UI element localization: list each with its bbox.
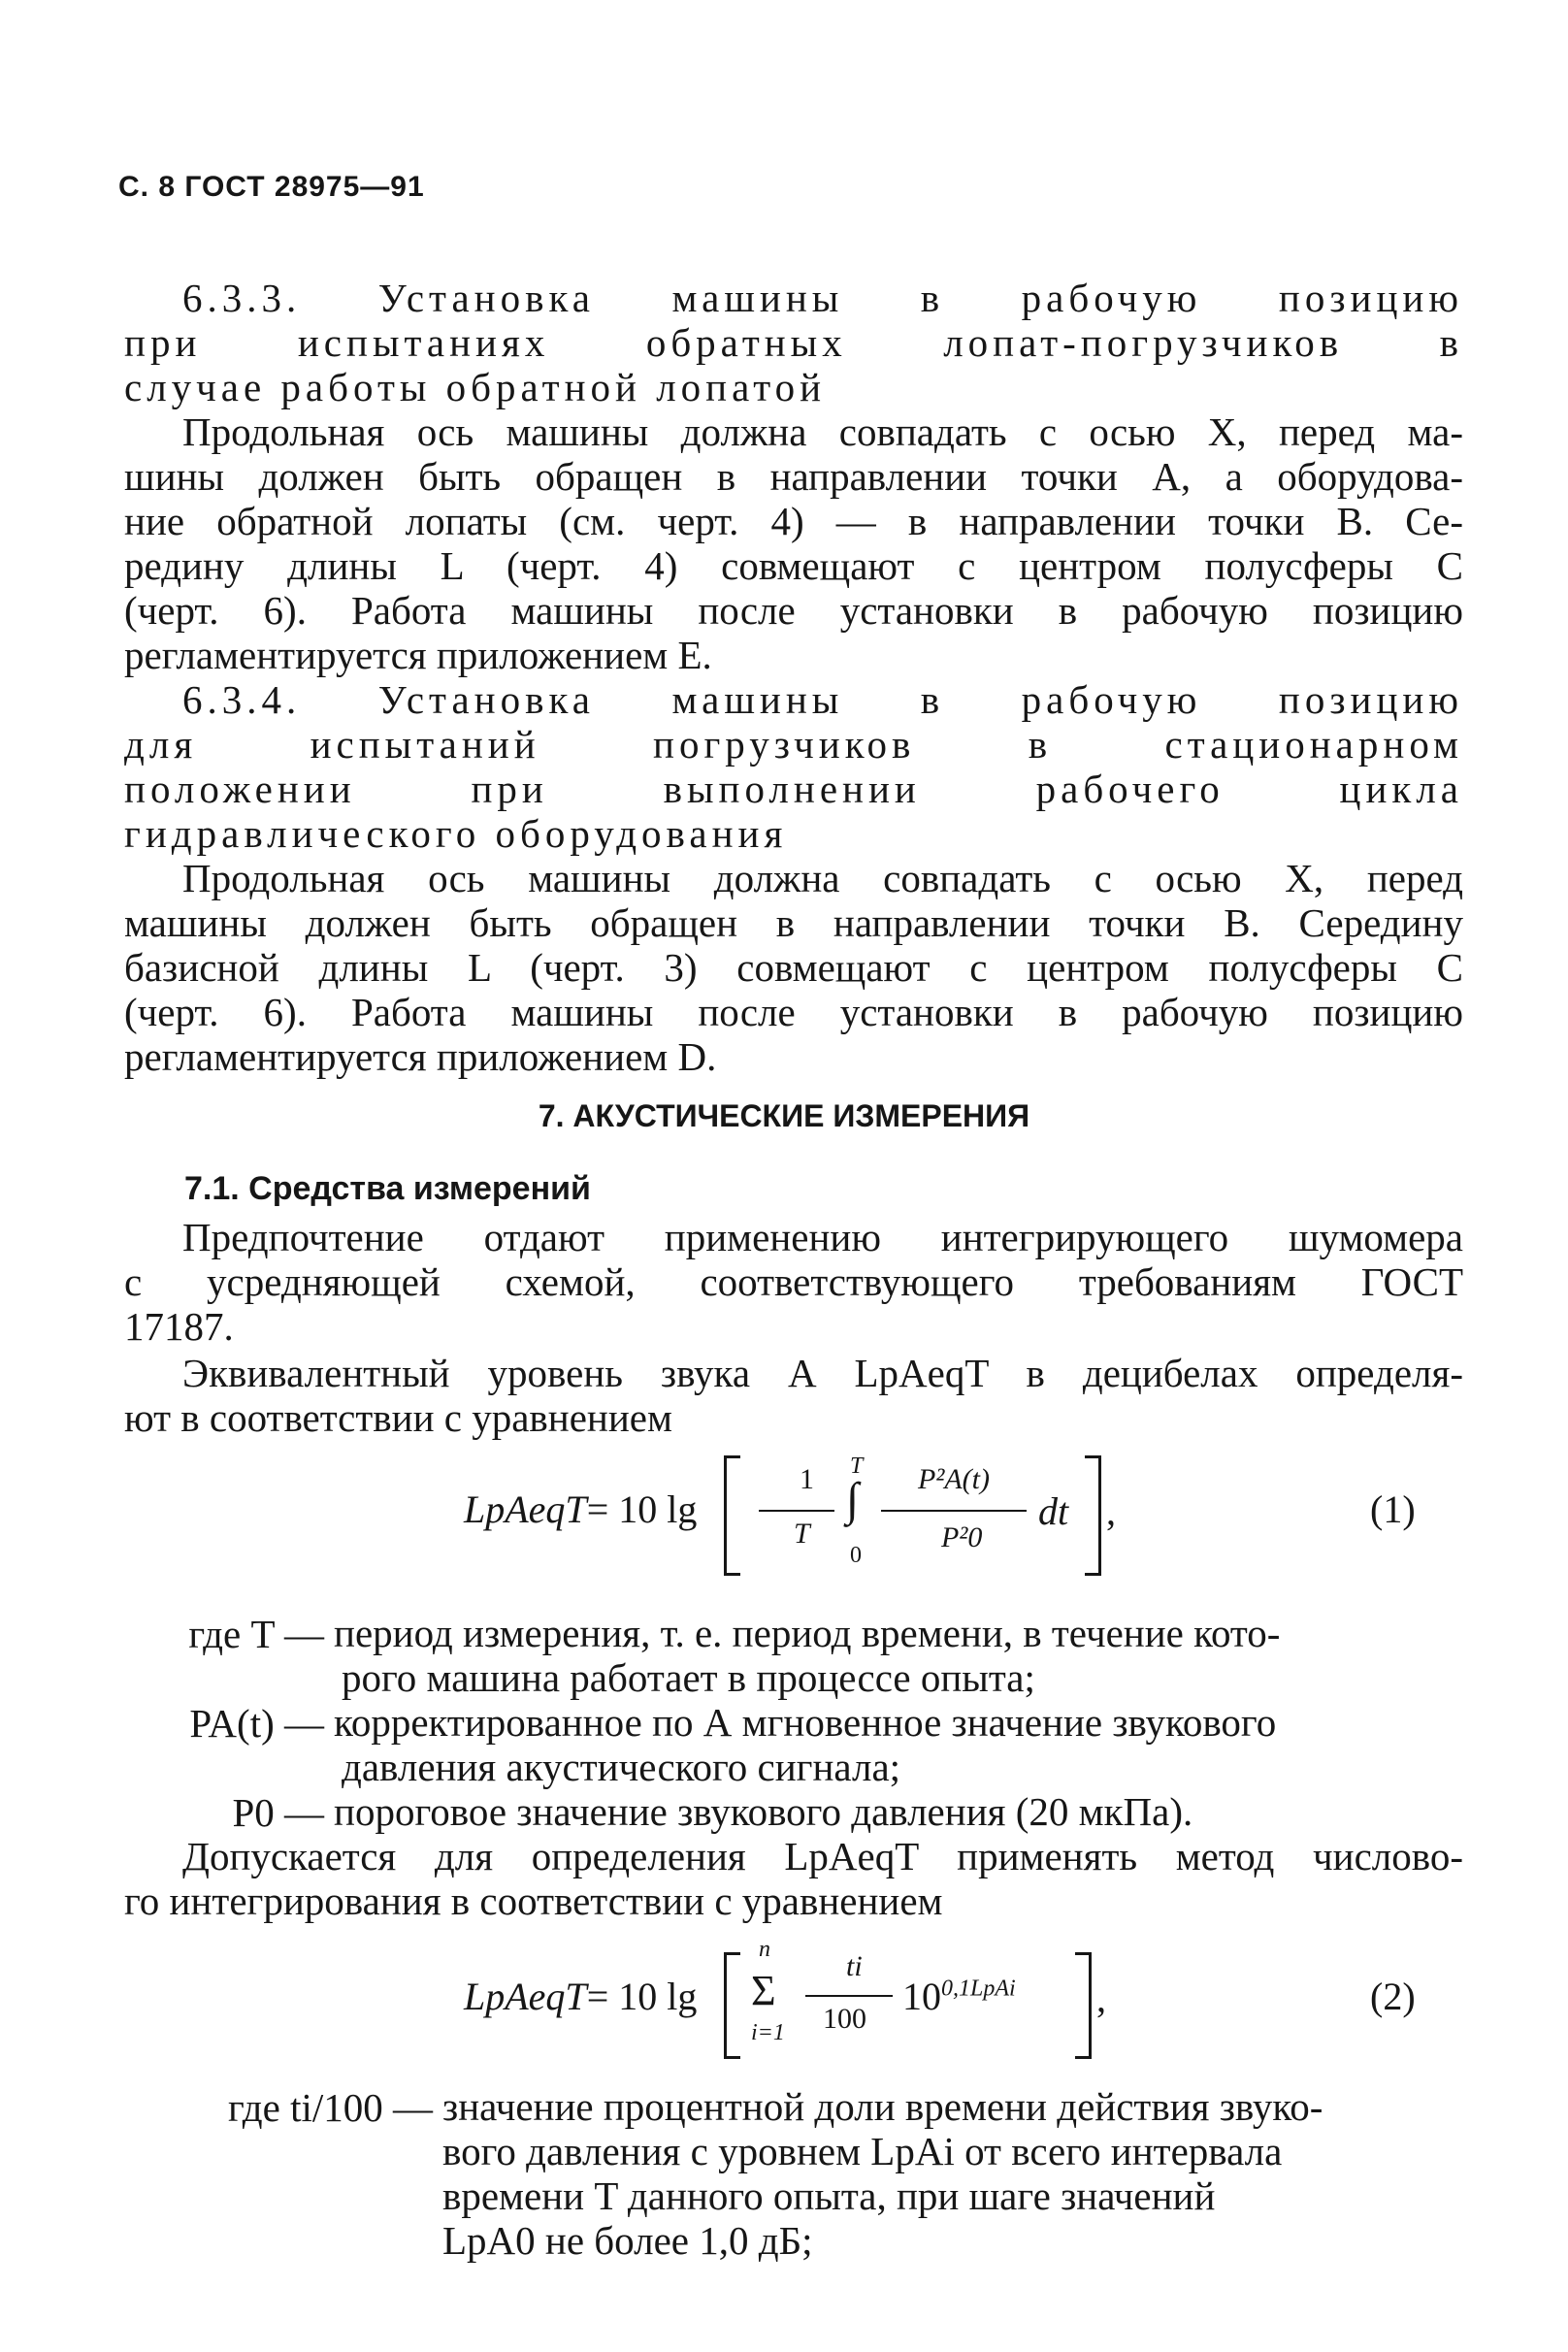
eq2-exp: 0,1LpAi [941,1976,1016,2002]
eq1-number: (1) [1370,1487,1416,1531]
def-ti-line-2: вого давления с уровнем LpAi от всего интервала [442,2129,1283,2173]
eq2-pow: 10 [902,1975,941,2018]
eq1-int-lower: 0 [850,1543,862,1568]
def-ti-term: где ti/100 — [227,2085,433,2130]
eq1-int-upper: T [850,1454,864,1479]
s633-body-line-1: Продольная ось машины должна совпадать с осью X, перед ма- [182,409,1463,454]
eq2-den: 100 [823,2003,866,2035]
s71-p2-line-2: ют в соответствии с уравнением [124,1395,672,1440]
s634-title-line-2: для испытаний погрузчиков в стационарном [124,722,1463,767]
def-ti-line-3: времени T данного опыта, при шаге значений [442,2173,1216,2218]
s633-body-line-4: редину длины L (черт. 4) совмещают с центром полусферы C [124,543,1463,588]
eq2-sum-upper: n [759,1937,770,1962]
s633-body-line-5: (черт. 6). Работа машины после установки в рабочую позицию [124,588,1463,633]
def-T-term: где T — [188,1612,324,1656]
s634-body-line-4: (черт. 6). Работа машины после установки в рабочую позицию [124,990,1463,1034]
eq1-tail: , [1106,1489,1116,1533]
integral-sign: ∫ [846,1474,860,1525]
eq1-right-bracket [1085,1455,1101,1576]
eq1-frac2-bar [881,1510,1027,1512]
def-T-line-2: рого машина работает в процессе опыта; [342,1655,1035,1700]
s634-body-line-5: регламентируется приложением D. [124,1034,717,1079]
p3-line-2: го интегрирования в соответствии с уравнением [124,1878,943,1923]
eq2-tail: , [1096,1976,1106,2020]
page-header: С. 8 ГОСТ 28975—91 [118,171,425,203]
s633-body-line-6: регламентируется приложением E. [124,633,712,677]
eq2-sum-lower: i=1 [751,2020,785,2045]
s634-body-line-3: базисной длины L (черт. 3) совмещают с центром полусферы C [124,945,1463,990]
s634-title-line-1: 6.3.4. Установка машины в рабочую позицию [182,677,1463,722]
s634-title-line-4: гидравлического оборудования [124,811,788,856]
eq1-one: 1 [800,1463,814,1495]
section-71-heading: 7.1. Средства измерений [184,1170,591,1207]
p3-line-1: Допускается для определения LpAeqT применять метод числово- [182,1834,1463,1878]
eq2-num: ti [846,1950,863,1982]
section-7-heading: 7. АКУСТИЧЕСКИЕ ИЗМЕРЕНИЯ [538,1098,1030,1133]
def-PA-line-2: давления акустического сигнала; [342,1745,901,1789]
eq1-num: P²A(t) [918,1463,990,1495]
eq2-eq: = 10 lg [586,1975,698,2018]
s71-p2-line-1: Эквивалентный уровень звука А LpAeqT в децибелах определя- [182,1351,1463,1395]
s634-title-line-3: положении при выполнении рабочего цикла [124,767,1463,811]
eq1-T: T [794,1518,810,1550]
s634-body-line-2: машины должен быть обращен в направлении точки B. Середину [124,900,1463,945]
eq1-den: P²0 [941,1521,983,1553]
eq2-right-bracket [1075,1952,1092,2059]
def-ti-line-4: LpA0 не более 1,0 дБ; [442,2218,813,2263]
s633-title-line-2: при испытаниях обратных лопат-погрузчиков в [124,320,1463,365]
s634-body-line-1: Продольная ось машины должна совпадать с осью X, перед [182,856,1463,900]
eq1-eq: = 10 lg [586,1487,698,1531]
s633-title-line-1: 6.3.3. Установка машины в рабочую позицию [182,276,1463,320]
def-P0-term: P0 — [232,1790,324,1835]
s633-title-line-3: случае работы обратной лопатой [124,365,827,409]
s71-p1-line-1: Предпочтение отдают применению интегрирующего шумомера [182,1215,1463,1259]
eq1-dt: dt [1038,1489,1069,1533]
s71-p1-line-2: с усредняющей схемой, соответствующего требованиям ГОСТ [124,1259,1463,1304]
def-PA-line-1: корректированное по А мгновенное значение звукового [334,1700,1277,1745]
eq2-frac-bar [805,1995,893,1997]
def-P0-line-1: пороговое значение звукового давления (20 мкПа). [334,1789,1193,1834]
s633-body-line-2: шины должен быть обращен в направлении точки A, а оборудова- [124,454,1463,499]
s71-p1-line-3: 17187. [124,1304,234,1349]
eq1-left-bracket [724,1455,740,1576]
eq2-left-bracket [724,1952,740,2059]
def-ti-line-1: значение процентной доли времени действия звуко- [442,2084,1323,2129]
def-T-line-1: период измерения, т. е. период времени, в течение кото- [334,1611,1281,1655]
def-PA-term: PA(t) — [189,1701,324,1746]
eq1-frac1-bar [759,1510,834,1512]
sigma-sign: Σ [751,1967,776,2014]
eq1-lhs: LpAeqT [464,1487,587,1531]
s633-body-line-3: ние обратной лопаты (см. черт. 4) — в направлении точки B. Се- [124,499,1463,543]
eq2-number: (2) [1370,1975,1416,2018]
eq2-lhs: LpAeqT [464,1975,587,2018]
